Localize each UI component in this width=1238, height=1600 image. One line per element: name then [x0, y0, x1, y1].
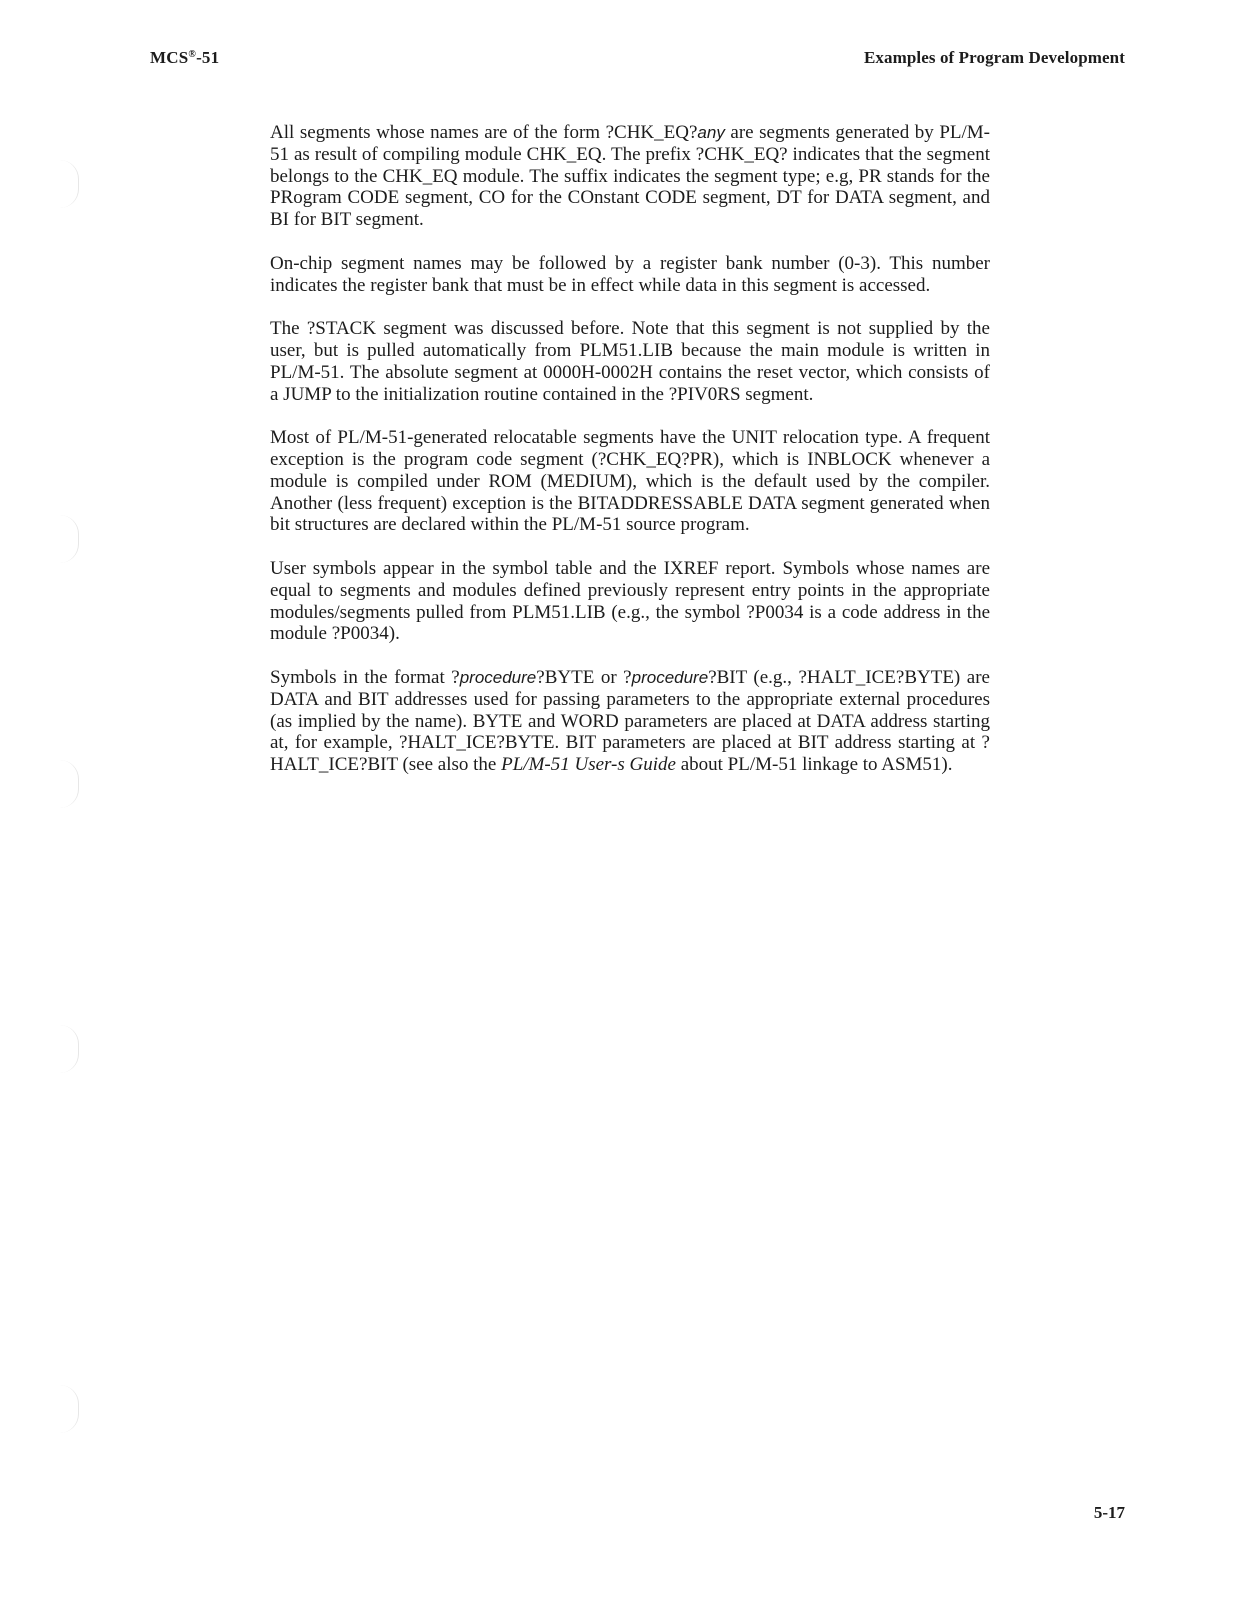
italic-any: any — [697, 123, 725, 142]
italic-procedure: procedure — [459, 667, 537, 687]
italic-procedure: procedure — [631, 667, 709, 687]
paragraph-4: Most of PL/M-51-generated relocatable segments have the UNIT relocation type. A frequent exception is the program code segment (?CHK_EQ?PR), which is INBLOCK whenever a module is compiled under ROM (MEDIUM), which is the default used by the compiler. Another (less frequent) exception is the BITADDRESSABLE DATA segment generated when bit structures are declared within the PL/M-51 source program. — [270, 427, 990, 536]
page-number: 5-17 — [1093, 1503, 1125, 1522]
paragraph-3: The ?STACK segment was discussed before. Note that this segment is not supplied by the user, but is pulled automatically from PLM51.LIB because the main module is written in PL/M-51. The absolute segment at 0000H-0002H contains the reset vector, which consists of a JUMP to the initialization routine contained in the ?PIV0RS segment. — [270, 318, 990, 405]
guide-title: PL/M-51 User-s Guide — [501, 754, 676, 776]
running-header-left — [150, 48, 219, 68]
binding-hole-mark — [60, 1385, 79, 1433]
paragraph-2: On-chip segment names may be followed by a register bank number (0-3). This number indicates the register bank that must be in effect while data in this segment is accessed. — [270, 252, 990, 296]
running-header-right: Examples of Program Development — [863, 48, 1125, 67]
paragraph-1: All segments whose names are of the form ?CHK_EQ?any are segments generated by PL/M-51 as result of compiling module CHK_EQ. The prefix ?CHK_EQ? indicates that the segment belongs to the CHK_EQ module. The suffix indicates the segment type; e.g, PR stands for the PRogram CODE segment, CO for the COnstant CODE segment, DT for DATA segment, and BI for BIT segment. — [270, 122, 990, 231]
binding-hole-mark — [60, 160, 79, 208]
body-text — [270, 122, 990, 798]
paragraph-6: Symbols in the format ?procedure?BYTE or ?procedure?BIT (e.g., ?HALT_ICE?BYTE) are DATA and BIT addresses used for passing parameters to the appropriate external procedures (as implied by the name). BYTE and WORD parameters are placed at DATA address starting at, for example, ?HALT_ICE?BYTE. BIT parameters are placed at BIT address starting at ?HALT_ICE?BIT (see also the PL/M-51 User-s Guide about PL/M-51 linkage to ASM51). — [270, 666, 990, 776]
binding-hole-mark — [60, 1025, 79, 1073]
product-suffix: -51 — [196, 48, 220, 67]
registered-mark: ® — [188, 49, 197, 60]
product-name: MCS — [150, 48, 189, 67]
paragraph-5: User symbols appear in the symbol table and the IXREF report. Symbols whose names are equal to segments and modules defined previously represent entry points in the appropriate modules/segments pulled from PLM51.LIB (e.g., the symbol ?P0034 is a code address in the module ?P0034). — [270, 557, 990, 645]
binding-hole-mark — [60, 760, 79, 808]
binding-hole-mark — [60, 515, 79, 563]
